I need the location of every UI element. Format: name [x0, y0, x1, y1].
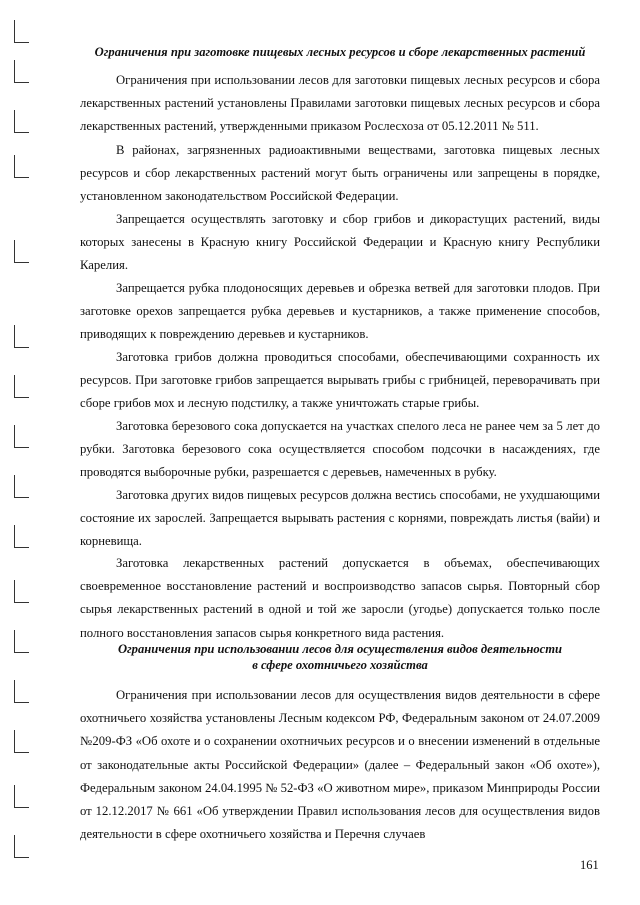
- paragraph: Заготовка березового сока допускается на участках спелого леса не ранее чем за 5 лет до рубки. Заготовка березового сока осуществляется способом подсочки в насаждениях, где проводятся выборочные рубки, разрешается с деревьев, намеченных в рубку.: [80, 419, 600, 480]
- section-heading-line: Ограничения при использовании лесов для осуществления видов деятельности: [117, 642, 563, 656]
- margin-mark: [14, 680, 29, 703]
- paragraph: Заготовка других видов пищевых ресурсов должна вестись способами, не ухудшающими состояние их зарослей. Запрещается вырывать растения с корнями, повреждать листья (вайи) и корневища.: [80, 488, 600, 549]
- margin-mark: [14, 20, 29, 43]
- paragraph: Запрещается рубка плодоносящих деревьев и обрезка ветвей для заготовки плодов. При заготовке орехов запрещается рубка деревьев и кустарников, а также применение способов, приводящих к повреждению деревьев и кустарников.: [80, 281, 600, 342]
- scan-margin-marks: [14, 20, 28, 890]
- paragraph: Заготовка грибов должна проводиться способами, обеспечивающими сохранность их ресурсов. При заготовке грибов запрещается вырывать грибы с грибницей, переворачивать при сборе грибов мох и лесную подстилку, а также уничтожать старые грибы.: [80, 350, 600, 411]
- margin-mark: [14, 110, 29, 133]
- margin-mark: [14, 60, 29, 83]
- margin-mark: [14, 730, 29, 753]
- margin-mark: [14, 240, 29, 263]
- margin-mark: [14, 835, 29, 858]
- paragraph: Заготовка лекарственных растений допускается в объемах, обеспечивающих своевременное восстановление растений и воспроизводство запасов сырья. Повторный сбор сырья лекарственных растений в одной и той же заросли (угодье) допускается только после полного восстановления запасов сырья конкретного вида растения.: [80, 556, 600, 640]
- margin-mark: [14, 630, 29, 653]
- paragraph: Запрещается осуществлять заготовку и сбор грибов и дикорастущих растений, виды которых занесены в Красную книгу Российской Федерации и Красную книгу Республики Карелия.: [80, 212, 600, 273]
- margin-mark: [14, 375, 29, 398]
- margin-mark: [14, 475, 29, 498]
- section-heading-food-resources: Ограничения при заготовке пищевых лесных ресурсов и сборе лекарственных растений: [94, 45, 586, 59]
- margin-mark: [14, 155, 29, 178]
- margin-mark: [14, 425, 29, 448]
- paragraph: Ограничения при использовании лесов для осуществления видов деятельности в сфере охотничьего хозяйства установлены Лесным кодексом РФ, Федеральным законом от 24.07.2009 №209-ФЗ «Об охоте и о сохранении охотничьих ресурсов и о внесении изменений в отдельные от законодательные акты Российской Федерации» (далее – Федеральный закон «Об охоте»), Федеральным законом 24.04.1995 № 52-ФЗ «О животном мире», приказом Минприроды России от 12.12.2017 № 661 «Об утверждении Правил использования лесов для осуществления видов деятельности в сфере охотничьего хозяйства и Перечня случаев: [80, 688, 600, 842]
- page-number: 161: [580, 858, 599, 872]
- paragraph: В районах, загрязненных радиоактивными веществами, заготовка пищевых лесных ресурсов и сбор лекарственных растений могут быть ограничены или запрещены в порядке, установленном законодательством Российской Федерации.: [80, 143, 600, 204]
- margin-mark: [14, 785, 29, 808]
- section-heading-line: в сфере охотничьего хозяйства: [252, 658, 428, 672]
- paragraph: Ограничения при использовании лесов для заготовки пищевых лесных ресурсов и сбора лекарственных растений установлены Правилами заготовки пищевых лесных ресурсов и сбора лекарственных растений, утвержденными приказом Рослесхоза от 05.12.2011 № 511.: [80, 73, 600, 134]
- margin-mark: [14, 580, 29, 603]
- margin-mark: [14, 325, 29, 348]
- section-heading-hunting: [80, 641, 600, 673]
- margin-mark: [14, 525, 29, 548]
